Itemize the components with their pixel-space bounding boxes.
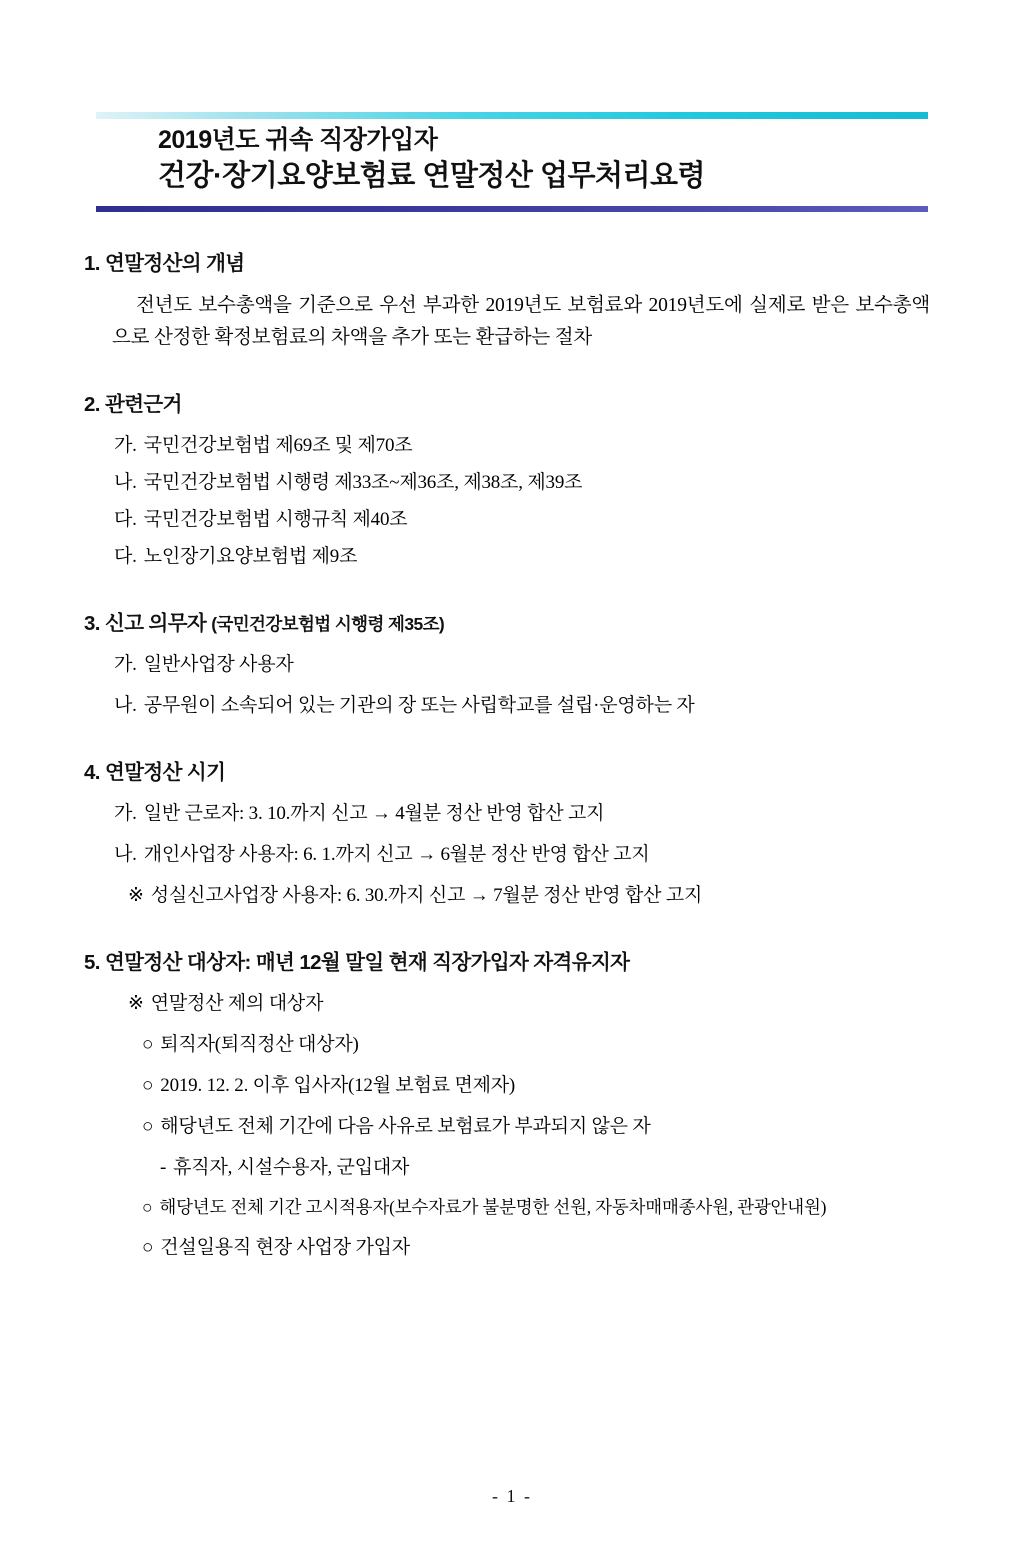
list-item-label: 일반사업장 사용자 bbox=[143, 654, 294, 676]
list-item bbox=[114, 431, 952, 461]
list-item bbox=[114, 542, 952, 572]
list-item-label: 건설일용직 현장 사업장 가입자 bbox=[160, 1236, 410, 1258]
section-5-note bbox=[128, 989, 952, 1019]
list-item-label: 휴직자, 시설수용자, 군입대자 bbox=[173, 1157, 410, 1179]
reference-mark-icon: ※ bbox=[128, 885, 144, 907]
document-page bbox=[0, 112, 1024, 1549]
circle-bullet-icon: ○ bbox=[142, 1116, 154, 1138]
list-item-label: 해당년도 전체 기간 고시적용자(보수자료가 불분명한 선원, 자동차매매종사원, 관광안내원) bbox=[159, 1197, 827, 1218]
section-1 bbox=[84, 246, 952, 353]
title-line-1: 2019년도 귀속 직장가입자 bbox=[158, 126, 438, 154]
list-item bbox=[142, 1194, 952, 1222]
section-1-paragraph: 전년도 보수총액을 기준으로 우선 부과한 2019년도 보험료와 2019년도에 실제로 받은 보수총액으로 산정한 확정보험료의 차액을 추가 또는 환급하는 절차 bbox=[112, 294, 930, 348]
list-item-sub bbox=[160, 1153, 952, 1183]
list-item-label: 퇴직자(퇴직정산 대상자) bbox=[160, 1034, 359, 1056]
title-bottom-rule bbox=[96, 206, 928, 212]
list-item-label: 성실신고사업장 사용자: 6. 30.까지 신고 → 7월분 정산 반영 합산 고지 bbox=[150, 885, 703, 907]
list-marker: 다. bbox=[114, 509, 137, 531]
section-2-heading: 2. 관련근거 bbox=[84, 393, 182, 417]
title-text-wrap bbox=[96, 119, 928, 200]
list-marker: 가. bbox=[114, 654, 137, 676]
list-item-label: 2019. 12. 2. 이후 입사자(12월 보험료 면제자) bbox=[160, 1075, 516, 1097]
list-item bbox=[142, 1030, 952, 1060]
list-marker: 가. bbox=[114, 435, 137, 457]
section-4 bbox=[84, 755, 952, 911]
list-item-label: 개인사업장 사용자: 6. 1.까지 신고 → 6월분 정산 반영 합산 고지 bbox=[143, 844, 650, 866]
list-item-label: 일반 근로자: 3. 10.까지 신고 → 4월분 정산 반영 합산 고지 bbox=[143, 803, 605, 825]
list-marker: 다. bbox=[114, 546, 137, 568]
circle-bullet-icon: ○ bbox=[142, 1236, 154, 1258]
reference-mark-icon: ※ bbox=[128, 993, 144, 1015]
dash-bullet-icon: - bbox=[160, 1157, 167, 1179]
list-item-label: 국민건강보험법 제69조 및 제70조 bbox=[143, 435, 413, 457]
list-item bbox=[114, 799, 952, 829]
list-item-label: 해당년도 전체 기간에 다음 사유로 보험료가 부과되지 않은 자 bbox=[160, 1116, 651, 1138]
list-item-label: 국민건강보험법 시행규칙 제40조 bbox=[143, 509, 408, 531]
circle-bullet-icon: ○ bbox=[142, 1075, 154, 1097]
list-marker: 나. bbox=[114, 472, 137, 494]
list-item bbox=[142, 1071, 952, 1101]
document-title-block bbox=[96, 112, 928, 212]
section-5 bbox=[84, 945, 952, 1263]
list-item-note bbox=[128, 881, 952, 911]
list-item bbox=[114, 691, 952, 721]
section-4-heading: 4. 연말정산 시기 bbox=[84, 761, 226, 785]
section-5-heading: 5. 연말정산 대상자: 매년 12월 말일 현재 직장가입자 자격유지자 bbox=[84, 951, 630, 975]
document-body bbox=[84, 246, 952, 1263]
title-top-rule bbox=[96, 112, 928, 119]
section-1-heading: 1. 연말정산의 개념 bbox=[84, 251, 245, 275]
section-5-note-label: 연말정산 제의 대상자 bbox=[150, 993, 324, 1015]
list-item bbox=[114, 505, 952, 535]
section-3 bbox=[84, 606, 952, 721]
list-item-label: 노인장기요양보험법 제9조 bbox=[143, 546, 358, 568]
section-3-heading-main: 3. 신고 의무자 bbox=[84, 612, 207, 636]
list-item bbox=[114, 468, 952, 498]
list-item-label: 국민건강보험법 시행령 제33조~제36조, 제38조, 제39조 bbox=[143, 472, 583, 494]
section-3-heading-sub: (국민건강보험법 시행령 제35조) bbox=[211, 614, 445, 635]
section-2 bbox=[84, 387, 952, 572]
page-number: - 1 - bbox=[492, 1486, 532, 1506]
list-item-label: 공무원이 소속되어 있는 기관의 장 또는 사립학교를 설립·운영하는 자 bbox=[143, 695, 695, 717]
title-line-2: 건강·장기요양보험료 연말정산 업무처리요령 bbox=[158, 160, 706, 193]
list-item bbox=[142, 1233, 952, 1263]
list-item bbox=[114, 650, 952, 680]
list-marker: 나. bbox=[114, 695, 137, 717]
section-3-heading bbox=[84, 606, 952, 636]
list-marker: 가. bbox=[114, 803, 137, 825]
list-item bbox=[114, 840, 952, 870]
list-marker: 나. bbox=[114, 844, 137, 866]
circle-bullet-icon: ○ bbox=[142, 1197, 153, 1218]
list-item bbox=[142, 1112, 952, 1142]
circle-bullet-icon: ○ bbox=[142, 1034, 154, 1056]
